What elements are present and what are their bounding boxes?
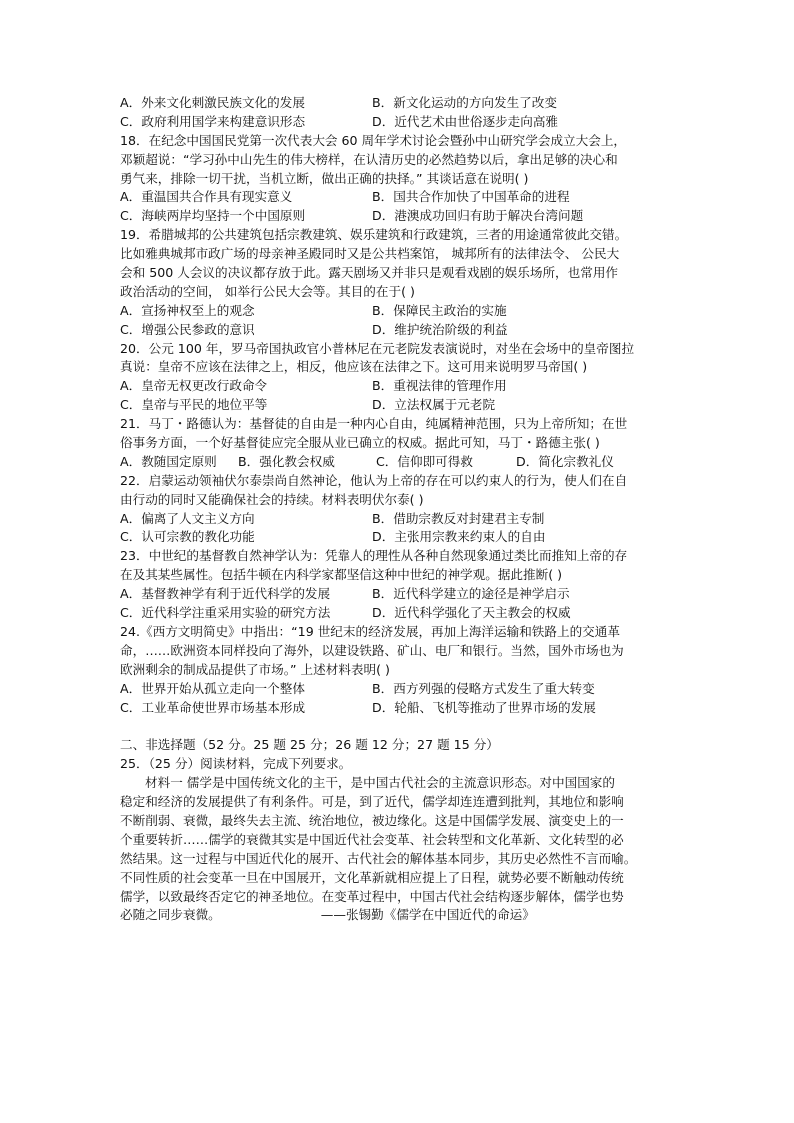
q17-option-d[interactable]: D．近代艺术由世俗逐步走向高雅	[372, 113, 559, 129]
section-2-heading: 二、非选择题（52 分。25 题 25 分；26 题 12 分；27 题 15 分）	[120, 737, 499, 753]
q19-option-a[interactable]: A．宣扬神权至上的观念	[120, 302, 255, 318]
q22-option-d[interactable]: D．主张用宗教来约束人的自由	[372, 529, 546, 545]
question-24	[120, 623, 680, 717]
q19-stem-line: 比如雅典城邦市政广场的母亲神圣殿同时又是公共档案馆， 城邦所有的法律法令、 公民大	[120, 246, 620, 262]
q24-stem-line: 24.《西方文明简史》中指出：“19 世纪末的经济发展，再加上海洋运输和铁路上的交通革	[120, 623, 620, 639]
question-21	[120, 415, 680, 472]
q23-option-d[interactable]: D．近代科学强化了天主教会的权威	[372, 605, 571, 621]
q19-stem-line: 政治活动的空间， 如举行公民大会等。其目的在于( )	[120, 283, 415, 299]
question-23	[120, 547, 680, 623]
q19-stem-line: 会和 500 人会议的决议都存放于此。露天剧场又并非只是观看戏剧的娱乐场所，也常用作	[120, 265, 619, 281]
material-1-last-line	[120, 906, 680, 925]
question-22	[120, 472, 680, 548]
q17-options-row-1	[120, 94, 680, 113]
q21-stem-line: 21．马丁・路德认为：基督徒的自由是一种内心自由，纯属精神范围，只为上帝所知；在世	[120, 416, 628, 432]
q20-option-a[interactable]: A．皇帝无权更改行政命令	[120, 378, 268, 394]
q22-option-b[interactable]: B．借助宗教反对封建君主专制	[372, 510, 545, 526]
q23-options-row-2	[120, 604, 680, 623]
q19-option-b[interactable]: B．保障民主政治的实施	[372, 302, 507, 318]
q21-option-b[interactable]: B．强化教会权威	[238, 453, 335, 469]
q24-option-d[interactable]: D．轮船、飞机等推动了世界市场的发展	[372, 699, 596, 715]
q24-stem-line: 欧洲剩余的制成品提供了市场。” 上述材料表明( )	[120, 661, 390, 677]
q24-options-row-2	[120, 699, 680, 718]
material-1-last-text: 必随之同步衰微。	[120, 907, 221, 923]
q20-options-row-1	[120, 377, 680, 396]
exam-page	[120, 94, 680, 925]
section-spacer	[120, 717, 680, 736]
q22-stem-line: 由行动的同时又能确保社会的持续。材料表明伏尔泰( )	[120, 491, 424, 507]
q24-stem-line: 命，……欧洲资本同样投向了海外，以建设铁路、矿山、电厂和银行。当然，国外市场也为	[120, 642, 624, 658]
q19-options-row-1	[120, 302, 680, 321]
q24-option-a[interactable]: A．世界开始从孤立走向一个整体	[120, 680, 305, 696]
q18-options-row-2	[120, 207, 680, 226]
q22-options-row-1	[120, 510, 680, 529]
q23-option-c[interactable]: C．近代科学注重采用实验的研究方法	[120, 605, 331, 621]
q20-stem-line: 20．公元 100 年，罗马帝国执政官小普林尼在元老院发表演说时，对坐在会场中的皇帝图拉	[120, 340, 635, 356]
material-1-line: 稳定和经济的发展提供了有利条件。可是，到了近代，儒学却连连遭到批判，其地位和影响	[120, 794, 624, 810]
q24-option-b[interactable]: B．西方列强的侵略方式发生了重大转变	[372, 680, 595, 696]
q23-options-row-1	[120, 585, 680, 604]
q18-stem-line: 勇气来，排除一切干扰，当机立断，做出正确的抉择。” 其谈话意在说明( )	[120, 170, 529, 186]
q22-option-a[interactable]: A．偏离了人文主义方向	[120, 510, 255, 526]
q19-option-d[interactable]: D．维护统治阶级的利益	[372, 321, 508, 337]
q17-option-b[interactable]: B．新文化运动的方向发生了改变	[372, 95, 557, 110]
q21-options-row	[120, 453, 680, 472]
material-1-line: 儒学，以致最终否定它的神圣地位。在变革过程中，中国古代社会结构逐步解体，儒学也势	[120, 888, 624, 904]
q18-stem-line: 18．在纪念中国国民党第一次代表大会 60 周年学术讨论会暨孙中山研究学会成立大会上，	[120, 132, 627, 148]
material-1-line: 不同性质的社会变革一旦在中国展开，文化革新就相应提上了日程，就势必要不断触动传统	[120, 869, 624, 885]
q22-options-row-2	[120, 528, 680, 547]
q18-option-a[interactable]: A．重温国共合作具有现实意义	[120, 189, 293, 205]
q18-stem-line: 邓颖超说：“学习孙中山先生的伟大榜样，在认清历史的必然趋势以后，拿出足够的决心和	[120, 151, 618, 167]
q18-options-row-1	[120, 188, 680, 207]
q20-option-d[interactable]: D．立法权属于元老院	[372, 397, 496, 413]
question-19	[120, 226, 680, 339]
material-1-line: 不断削弱、衰微，最终失去主流、统治地位，被边缘化。这是中国儒学发展、演变史上的一	[120, 812, 624, 828]
material-1-source: ——张锡勤《儒学在中国近代的命运》	[320, 907, 535, 923]
q19-stem-line: 19．希腊城邦的公共建筑包括宗教建筑、娱乐建筑和行政建筑，三者的用途通常彼此交错。	[120, 227, 628, 243]
q23-stem-line: 在及其某些属性。包括牛顿在内科学家都坚信这种中世纪的神学观。据此推断( )	[120, 567, 563, 583]
q20-option-c[interactable]: C．皇帝与平民的地位平等	[120, 397, 268, 413]
q17-options-row-2	[120, 113, 680, 132]
q21-stem-line: 俗事务方面，一个好基督徒应完全服从业已确立的权威。据此可知，马丁・路德主张( )	[120, 435, 600, 451]
q18-option-b[interactable]: B．国共合作加快了中国革命的进程	[372, 189, 570, 205]
q20-options-row-2	[120, 396, 680, 415]
q21-option-d[interactable]: D．简化宗教礼仪	[516, 453, 614, 469]
q22-stem-line: 22．启蒙运动领袖伏尔泰崇尚自然神论，他认为上帝的存在可以约束人的行为，使人们在自	[120, 472, 628, 488]
material-1-line: 材料一 儒学是中国传统文化的主干，是中国古代社会的主流意识形态。对中国国家的	[145, 775, 615, 791]
q17-option-c[interactable]: C．政府利用国学来构建意识形态	[120, 113, 306, 129]
q18-option-d[interactable]: D．港澳成功回归有助于解决台湾问题	[372, 208, 584, 224]
question-20	[120, 340, 680, 416]
q20-option-b[interactable]: B．重视法律的管理作用	[372, 378, 507, 394]
section-2	[120, 736, 680, 925]
q23-option-a[interactable]: A．基督教神学有利于近代科学的发展	[120, 586, 331, 602]
material-1-line: 个重要转折……儒学的衰微其实是中国近代社会变革、社会转型和文化革新、文化转型的必	[120, 831, 624, 847]
q18-option-c[interactable]: C．海峡两岸均坚持一个中国原则	[120, 208, 306, 224]
q21-option-a[interactable]: A．教随国定原则	[120, 453, 217, 469]
q20-stem-line: 真说：皇帝不应该在法律之上，相反，他应该在法律之下。这可用来说明罗马帝国( )	[120, 359, 588, 375]
q22-option-c[interactable]: C．认可宗教的教化功能	[120, 529, 255, 545]
q23-stem-line: 23．中世纪的基督教自然神学认为：凭靠人的理性从各种自然现象通过类比而推知上帝的存	[120, 548, 628, 564]
q25-title: 25．（25 分）阅读材料，完成下列要求。	[120, 756, 352, 772]
q21-option-c[interactable]: C．信仰即可得救	[376, 453, 473, 469]
q24-option-c[interactable]: C．工业革命使世界市场基本形成	[120, 699, 306, 715]
q24-options-row-1	[120, 680, 680, 699]
q19-option-c[interactable]: C．增强公民参政的意识	[120, 321, 255, 337]
q19-options-row-2	[120, 321, 680, 340]
q17-option-a[interactable]: A．外来文化刺激民族文化的发展	[120, 95, 305, 110]
material-1-line: 然结果。这一过程与中国近代化的展开、古代社会的解体基本同步，其历史必然性不言而喻。	[120, 850, 637, 866]
question-18	[120, 132, 680, 226]
q23-option-b[interactable]: B．近代科学建立的途径是神学启示	[372, 586, 570, 602]
